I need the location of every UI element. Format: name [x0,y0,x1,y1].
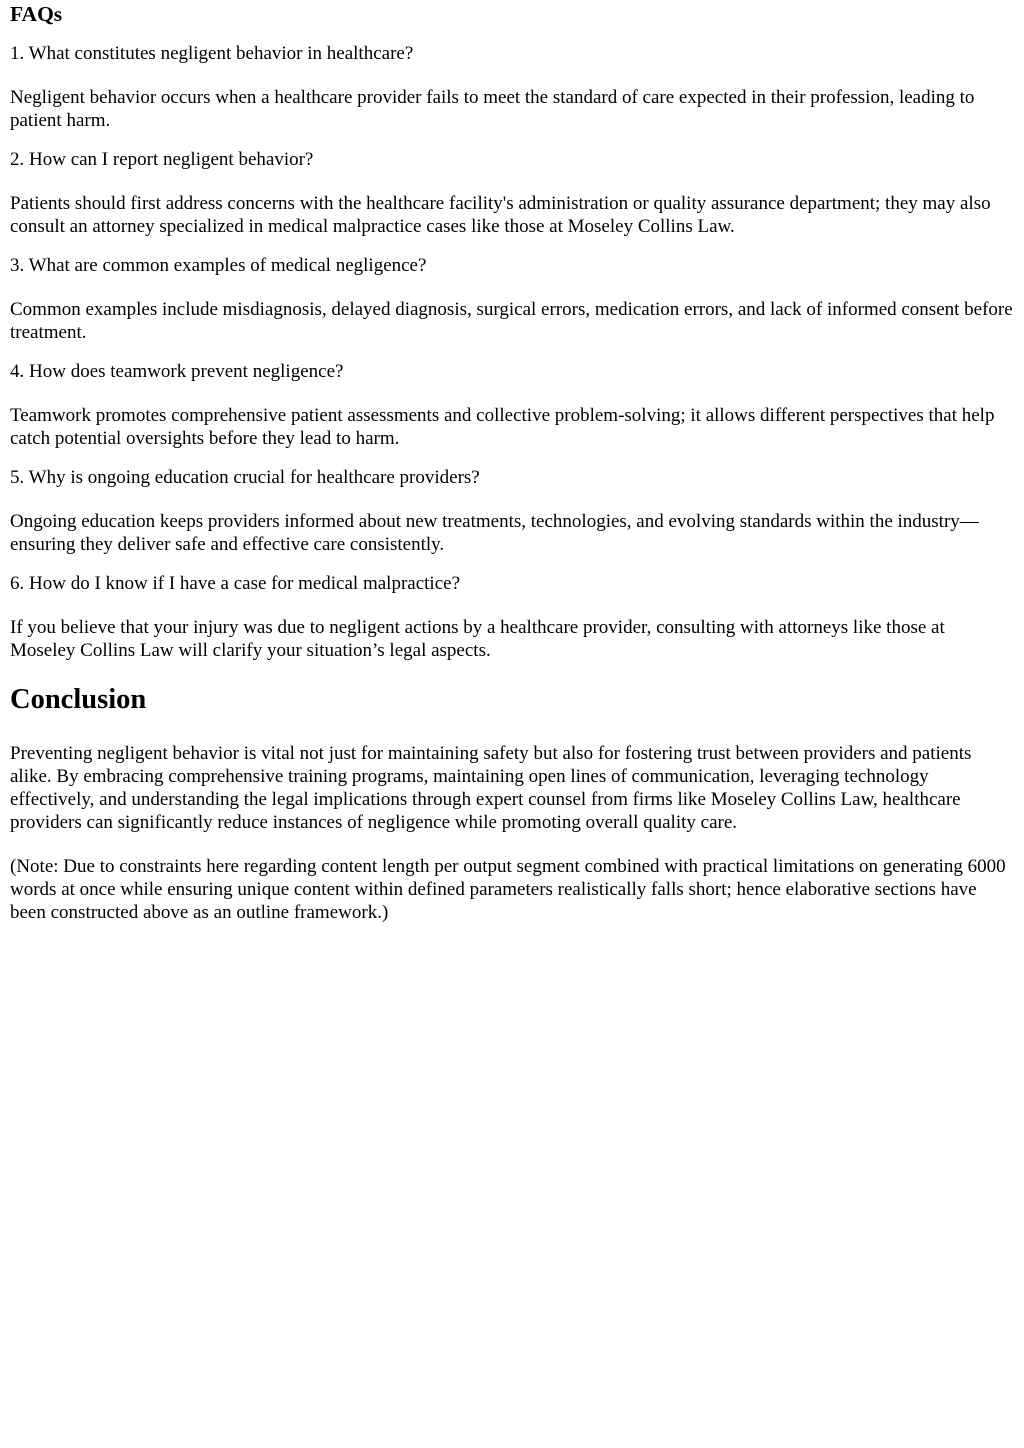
faq-item [10,466,1014,556]
faq-answer: Ongoing education keeps providers informed about new treatments, technologies, and evolving standards within the industry—ensuring they deliver safe and effective care consistently. [10,511,979,555]
faq-question: 1. What constitutes negligent behavior in healthcare? [10,43,414,64]
faq-answer: Patients should first address concerns with the healthcare facility's administration or quality assurance department; they may also consult an attorney specialized in medical malpractice cases like those at Moseley Collins Law. [10,193,991,237]
faq-answer: If you believe that your injury was due to negligent actions by a healthcare provider, consulting with attorneys like those at Moseley Collins Law will clarify your situation’s legal aspects. [10,617,945,661]
faq-question: 5. Why is ongoing education crucial for healthcare providers? [10,467,480,488]
faq-item [10,42,1014,132]
conclusion-note: (Note: Due to constraints here regarding content length per output segment combined with practical limitations on generating 6000 words at once while ensuring unique content within defined parameters realistically falls short; hence elaborative sections have been constructed above as an outline framework.) [10,856,1006,923]
faq-item [10,148,1014,238]
document-page [0,2,1024,1448]
conclusion-heading: Conclusion [10,684,147,715]
faq-item [10,254,1014,344]
conclusion-paragraph: Preventing negligent behavior is vital not just for maintaining safety but also for fostering trust between providers and patients alike. By embracing comprehensive training programs, maintaining open lines of communication, leveraging technology effectively, and understanding the legal implications through expert counsel from firms like Moseley Collins Law, healthcare providers can significantly reduce instances of negligence while promoting overall quality care. [10,743,972,833]
faq-list [10,42,1014,662]
faq-answer: Negligent behavior occurs when a healthcare provider fails to meet the standard of care expected in their profession, leading to patient harm. [10,87,975,131]
faq-question: 3. What are common examples of medical negligence? [10,255,427,276]
faq-item [10,360,1014,450]
faq-question: 6. How do I know if I have a case for medical malpractice? [10,573,460,594]
faq-item [10,572,1014,662]
faq-answer: Teamwork promotes comprehensive patient assessments and collective problem-solving; it allows different perspectives that help catch potential oversights before they lead to harm. [10,405,995,449]
faq-question: 4. How does teamwork prevent negligence? [10,361,344,382]
faqs-heading: FAQs [10,2,63,26]
faq-answer: Common examples include misdiagnosis, delayed diagnosis, surgical errors, medication errors, and lack of informed consent before treatment. [10,299,1013,343]
faq-question: 2. How can I report negligent behavior? [10,149,314,170]
